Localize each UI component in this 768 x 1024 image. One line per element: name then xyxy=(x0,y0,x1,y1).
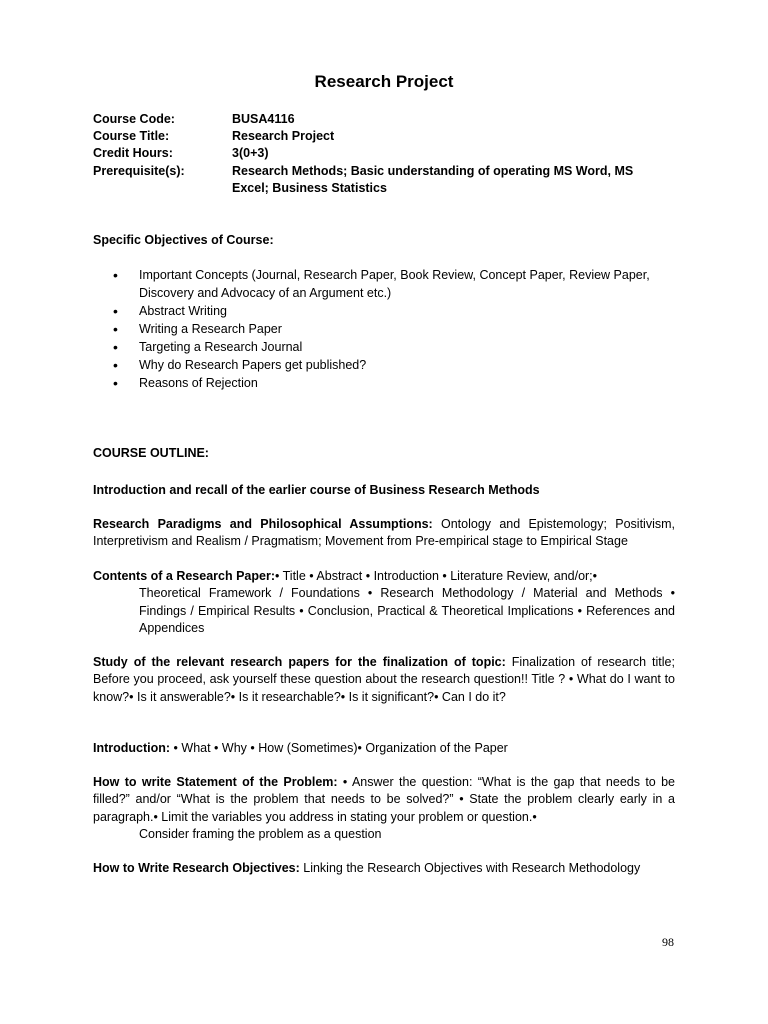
info-value: BUSA4116 xyxy=(232,112,295,126)
introduction-text: • What • Why • How (Sometimes)• Organization of the Paper xyxy=(170,741,508,755)
list-item: • Why do Research Papers get published? xyxy=(113,356,678,374)
list-item: • Important Concepts (Journal, Research Paper, Book Review, Concept Paper, Review Paper, Discovery and Advocacy of an Argument etc.) xyxy=(113,266,678,302)
course-code-row xyxy=(93,111,653,128)
outline-objectives xyxy=(93,860,675,877)
list-item: • Writing a Research Paper xyxy=(113,320,678,338)
statement-last: Consider framing the problem as a question xyxy=(139,826,382,841)
outline-paradigms xyxy=(93,516,675,551)
objectives-list xyxy=(113,266,678,392)
prerequisites-row xyxy=(93,163,653,197)
statement-text: • Answer the question: “What is the gap that needs to be filled?” and/or “What is the problem that needs to be solved?” • State the problem clearly early in a paragraph.• Limit the variables you address in stating your problem or question.• xyxy=(93,775,675,824)
list-item: • Targeting a Research Journal xyxy=(113,338,678,356)
outline-contents xyxy=(93,568,675,637)
info-label: Course Title: xyxy=(93,129,170,144)
info-value: 3(0+3) xyxy=(232,146,269,161)
paradigms-heading: Research Paradigms and Philosophical Assumptions: xyxy=(93,517,433,531)
course-outline-heading: COURSE OUTLINE: xyxy=(93,446,209,460)
info-value: Research Project xyxy=(232,129,335,144)
list-item: • Abstract Writing xyxy=(113,302,678,320)
contents-first-text: • Title • Abstract • Introduction • Literature Review, and/or;• xyxy=(275,569,598,583)
research-objectives-heading: How to Write Research Objectives: xyxy=(93,861,300,875)
research-objectives-text: Linking the Research Objectives with Research Methodology xyxy=(299,861,641,875)
outline-study xyxy=(93,654,675,706)
info-label: Prerequisite(s): xyxy=(93,163,185,178)
study-text: Finalization of research title; Before you proceed, ask yourself these question about the research question!! Title ? • What do I want to know?• Is it answerable?• Is it researchable?• Is it significant?• Can I do it? xyxy=(93,655,675,704)
statement-heading: How to write Statement of the Problem: xyxy=(93,775,338,789)
credit-hours-row xyxy=(93,145,653,162)
contents-rest: Theoretical Framework / Foundations • Research Methodology / Material and Methods • Findings / Empirical Results • Conclusion, Practical & Theoretical Implications • References and Appendices xyxy=(139,586,675,635)
contents-heading: Contents of a Research Paper: xyxy=(93,569,275,583)
outline-introduction xyxy=(93,740,675,757)
page-title: Research Project xyxy=(314,72,454,91)
paradigms-text: Ontology and Epistemology; Positivism, Interpretivism and Realism / Pragmatism; Movement from Pre-empirical stage to Empirical Stage xyxy=(93,517,675,549)
contents-first-line xyxy=(93,568,675,585)
page-number: 98 xyxy=(662,935,674,949)
info-label: Credit Hours: xyxy=(93,146,173,161)
introduction-heading: Introduction: xyxy=(93,741,171,755)
outline-intro: Introduction and recall of the earlier course of Business Research Methods xyxy=(93,483,540,497)
list-item: • Reasons of Rejection xyxy=(113,374,678,392)
course-title-row xyxy=(93,128,653,145)
course-info xyxy=(93,111,653,197)
objectives-heading: Specific Objectives of Course: xyxy=(93,233,274,247)
study-heading: Study of the relevant research papers for the finalization of topic: xyxy=(93,655,506,669)
info-label: Course Code: xyxy=(93,112,175,126)
info-value: Research Methods; Basic understanding of operating MS Word, MS Excel; Business Statistics xyxy=(232,163,634,195)
outline-statement xyxy=(93,774,675,843)
